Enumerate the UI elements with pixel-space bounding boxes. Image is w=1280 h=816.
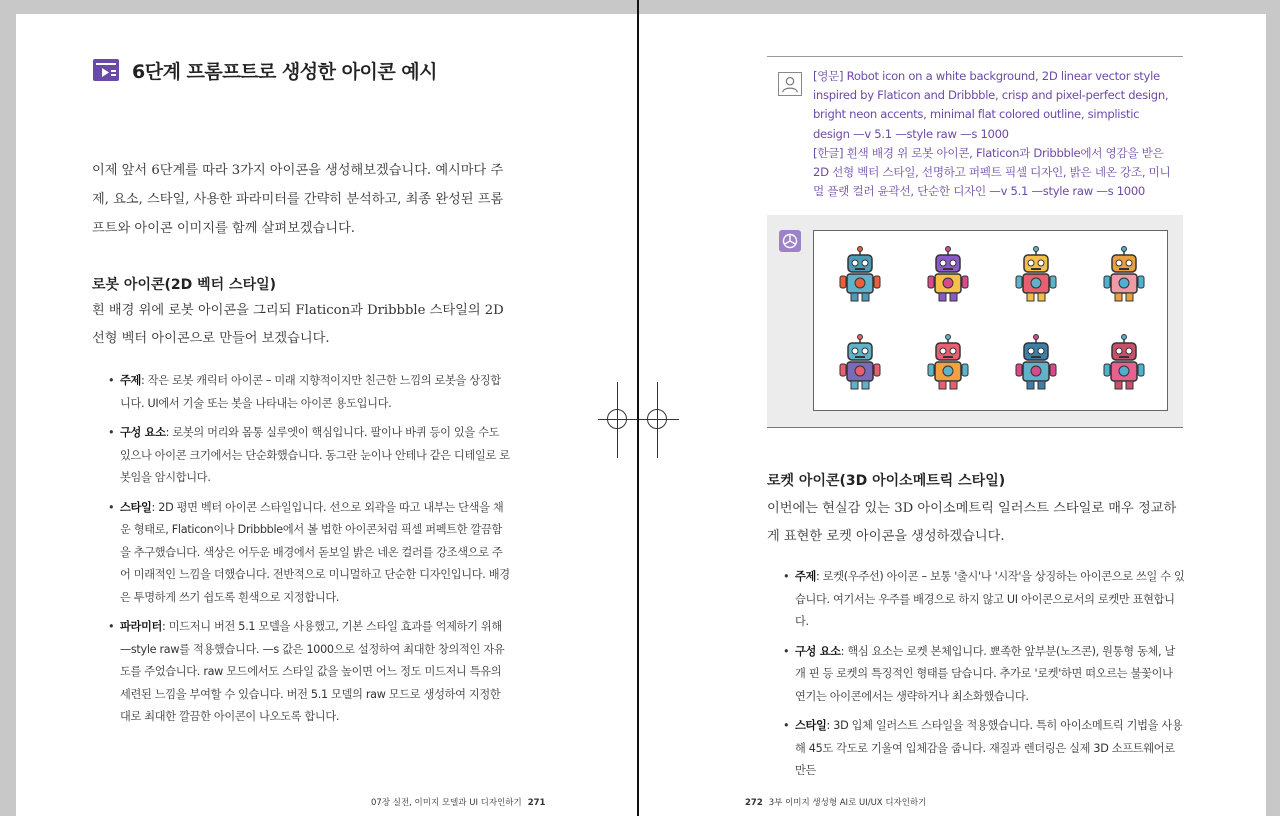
robot-icon — [918, 333, 978, 393]
list-item: • 스타일: 2D 평면 벡터 아이콘 스타일입니다. 선으로 외곽을 따고 내부는 단색을 채운 형태로, Flaticon이나 Dribbble에서 볼 법한 아이콘처럼 픽셀 퍼펙트한 깔끔함을 추구했습니다. 색상은 어두운 배경에서 돋보일 밝은 네온 컬러를 강조색으로 주어 미래적인 느낌을 더했습니다. 전반적으로 미니멀하고 단순한 디자인입니다. 배경은 투명하게 쓰기 쉽도록 흰색으로 지정합니다. — [108, 497, 510, 610]
list-item: • 파라미터: 미드저니 버전 5.1 모델을 사용했고, 기본 스타일 효과를 억제하기 위해 —style raw를 적용했습니다. —s 값은 1000으로 설정하여 최대한 창의적인 자유도를 주었습니다. raw 모드에서도 스타일 값을 높이면 어느 정도 미드저니 특유의 세련된 느낌을 부여할 수 있습니다. 버전 5.1 모델의 raw 모드로 생성하여 지정한 대로 최대한 깔끔한 아이콘이 나오도록 합니다. — [108, 616, 510, 729]
rocket-section-title: 로켓 아이콘(3D 아이소메트릭 스타일) — [767, 473, 1006, 489]
robot-icon — [918, 245, 978, 305]
left-page — [16, 14, 637, 816]
footer-chapter: 3부 이미지 생성형 AI로 UI/UX 디자인하기 — [768, 798, 927, 808]
page-number: 272 — [745, 798, 763, 808]
rocket-bullet-list — [783, 566, 1185, 790]
chapter-section-icon — [92, 56, 120, 84]
robot-section-intro: 흰 배경 위에 로봇 아이콘을 그리되 Flaticon과 Dribbble 스타일의 2D 선형 벡터 아이콘으로 만들어 보겠습니다. — [92, 303, 504, 346]
robot-icon — [830, 245, 890, 305]
page-footer — [739, 796, 926, 808]
rocket-section-intro: 이번에는 현실감 있는 3D 아이소메트릭 일러스트 스타일로 매우 정교하게 표현한 로켓 아이콘을 생성하겠습니다. — [767, 501, 1177, 544]
robot-icon — [1094, 245, 1154, 305]
prompt-top-rule — [767, 56, 1183, 57]
intro-paragraph: 이제 앞서 6단계를 따라 3가지 아이콘을 생성해보겠습니다. 예시마다 주제, 요소, 스타일, 사용한 파라미터를 간략히 분석하고, 최종 완성된 프롬프트와 아이콘 이미지를 함께 살펴보겠습니다. — [92, 163, 504, 236]
list-item: • 구성 요소: 핵심 요소는 로켓 본체입니다. 뾰족한 앞부분(노즈콘), 원통형 동체, 날개 핀 등 로켓의 특징적인 형태를 담습니다. 추가로 '로켓'하면 떠오르는 불꽃이나 연기는 아이콘에서는 생략하거나 최소화했습니다. — [783, 641, 1185, 709]
book-spine — [637, 0, 639, 816]
generated-robot-icons-image — [813, 230, 1168, 411]
section-heading — [92, 56, 437, 84]
chatgpt-logo-icon — [779, 230, 801, 252]
list-item: • 스타일: 3D 입체 일러스트 스타일을 적용했습니다. 특히 아이소메트릭 기법을 사용해 45도 각도로 기울여 입체감을 줍니다. 재질과 렌더링은 실제 3D 소프트웨어로 만든 — [783, 715, 1185, 783]
page-title: 6단계 프롬프트로 생성한 아이콘 예시 — [132, 60, 437, 83]
robot-icon — [1006, 245, 1066, 305]
robot-section-title: 로봇 아이콘(2D 벡터 스타일) — [92, 277, 277, 293]
user-avatar-icon — [778, 72, 802, 96]
robot-bullet-list — [108, 370, 510, 736]
prompt-text — [813, 67, 1177, 201]
prompt-english: [영문] Robot icon on a white background, 2D linear vector style inspired by Flaticon and Dribbble, crisp and pixel-perfect design, bright neon accents, minimal flat colored outline, simplistic design —v 5.1 —style raw —s 1000 — [813, 69, 1169, 141]
robot-icon — [1006, 333, 1066, 393]
list-item: • 주제: 로켓(우주선) 아이콘 – 보통 '출시'나 '시작'을 상징하는 아이콘으로 쓰일 수 있습니다. 여기서는 우주를 배경으로 하지 않고 UI 아이콘으로서의 로켓만 표현합니다. — [783, 566, 1185, 634]
page-number: 271 — [527, 798, 546, 808]
prompt-korean: [한글] 흰색 배경 위 로봇 아이콘, Flaticon과 Dribbble에서 영감을 받은 2D 선형 벡터 스타일, 선명하고 퍼펙트 픽셀 디자인, 밝은 네온 강조, 미니멀 플랫 컬러 윤곽선, 단순한 디자인 —v 5.1 —style raw —s 1000 — [813, 145, 1171, 199]
footer-chapter: 07장 실전, 이미지 모델과 UI 디자인하기 — [371, 798, 522, 808]
robot-icon — [1094, 333, 1154, 393]
robot-icon — [830, 333, 890, 393]
list-item: • 주제: 작은 로봇 캐릭터 아이콘 – 미래 지향적이지만 친근한 느낌의 로봇을 상징합니다. UI에서 기술 또는 봇을 나타내는 아이콘 용도입니다. — [108, 370, 510, 415]
right-page — [639, 14, 1266, 816]
list-item: • 구성 요소: 로봇의 머리와 몸통 실루엣이 핵심입니다. 팔이나 바퀴 등이 있을 수도 있으나 아이콘 크기에서는 단순화했습니다. 동그란 눈이나 안테나 같은 디테일로 로봇임을 암시합니다. — [108, 422, 510, 490]
page-footer — [371, 796, 551, 808]
